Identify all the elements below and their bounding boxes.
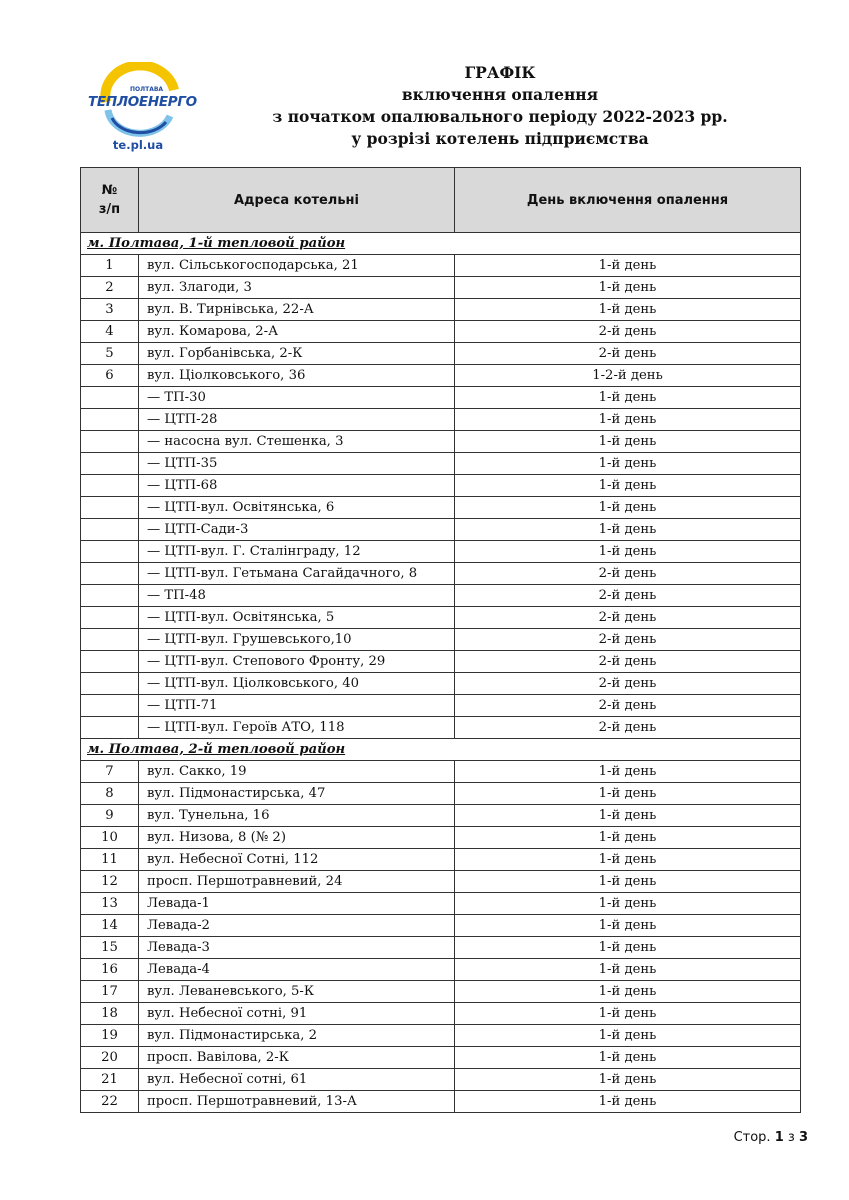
table-row [81,563,801,585]
row-day: 1-й день [455,1069,801,1091]
row-number: 22 [81,1091,139,1113]
row-number [81,673,139,695]
table-row [81,893,801,915]
row-address: — ЦТП-вул. Ціолковського, 40 [139,673,455,695]
header-num: № з/п [81,168,139,233]
row-day: 1-й день [455,827,801,849]
row-number [81,695,139,717]
table-row [81,981,801,1003]
row-address: — ЦТП-35 [139,453,455,475]
row-day: 1-й день [455,893,801,915]
row-number [81,563,139,585]
header-address: Адреса котельні [139,168,455,233]
table-row [81,761,801,783]
row-address: — ЦТП-71 [139,695,455,717]
table-row [81,387,801,409]
row-day: 2-й день [455,717,801,739]
table-row [81,321,801,343]
row-number [81,475,139,497]
row-number: 4 [81,321,139,343]
row-number [81,497,139,519]
row-day: 1-й день [455,761,801,783]
district-label: м. Полтава, 2-й тепловой район [81,739,801,761]
row-day: 1-й день [455,981,801,1003]
district-row [81,233,801,255]
row-day: 1-й день [455,849,801,871]
table-row [81,915,801,937]
table-row [81,695,801,717]
row-address: вул. Небесної сотні, 61 [139,1069,455,1091]
row-number: 1 [81,255,139,277]
row-number: 12 [81,871,139,893]
table-header-row [81,168,801,233]
row-address: вул. Горбанівська, 2-К [139,343,455,365]
row-address: вул. Ціолковського, 36 [139,365,455,387]
row-number: 6 [81,365,139,387]
row-address: вул. Тунельна, 16 [139,805,455,827]
row-number: 9 [81,805,139,827]
logo-url: te.pl.ua [112,138,164,152]
row-address: — ЦТП-68 [139,475,455,497]
row-number [81,431,139,453]
page-footer [734,1130,808,1145]
row-day: 2-й день [455,695,801,717]
row-number: 13 [81,893,139,915]
row-day: 2-й день [455,563,801,585]
row-number [81,387,139,409]
row-address: — насосна вул. Стешенка, 3 [139,431,455,453]
table-row [81,585,801,607]
table-row [81,299,801,321]
header-day: День включення опалення [455,168,801,233]
row-number [81,629,139,651]
table-row [81,629,801,651]
row-address: вул. Комарова, 2-А [139,321,455,343]
row-day: 1-й день [455,915,801,937]
row-address: вул. Низова, 8 (№ 2) [139,827,455,849]
row-number: 2 [81,277,139,299]
district-label: м. Полтава, 1-й тепловой район [81,233,801,255]
row-number: 11 [81,849,139,871]
row-address: вул. Підмонастирська, 47 [139,783,455,805]
table-row [81,871,801,893]
row-number: 18 [81,1003,139,1025]
row-number: 5 [81,343,139,365]
table-row [81,849,801,871]
row-day: 1-й день [455,1091,801,1113]
table-row [81,497,801,519]
row-address: — ЦТП-вул. Освітянська, 6 [139,497,455,519]
table-row [81,607,801,629]
table-row [81,431,801,453]
row-day: 1-й день [455,387,801,409]
row-number: 17 [81,981,139,1003]
row-address: вул. Підмонастирська, 2 [139,1025,455,1047]
table-row [81,541,801,563]
row-number [81,717,139,739]
table-row [81,343,801,365]
table-row [81,365,801,387]
row-number: 7 [81,761,139,783]
row-number [81,585,139,607]
row-number: 21 [81,1069,139,1091]
table-row [81,409,801,431]
row-address: — ЦТП-вул. Степового Фронту, 29 [139,651,455,673]
row-address: — ЦТП-28 [139,409,455,431]
logo-brand: ТЕПЛОЕНЕРГО [88,94,197,110]
logo-city: ПОЛТАВА [130,86,164,93]
row-address: Левада-4 [139,959,455,981]
row-day: 1-й день [455,1025,801,1047]
company-logo [86,62,197,158]
row-number [81,541,139,563]
footer-of: з [787,1130,795,1145]
row-number [81,651,139,673]
footer-page: 1 [774,1130,784,1145]
table-row [81,651,801,673]
row-address: — ЦТП-вул. Гетьмана Сагайдачного, 8 [139,563,455,585]
row-day: 2-й день [455,651,801,673]
row-day: 1-й день [455,431,801,453]
row-address: вул. Сакко, 19 [139,761,455,783]
row-address: Левада-3 [139,937,455,959]
table-row [81,277,801,299]
table-row [81,1025,801,1047]
row-day: 1-й день [455,453,801,475]
row-day: 1-й день [455,541,801,563]
row-address: — ТП-48 [139,585,455,607]
row-day: 1-й день [455,805,801,827]
row-day: 2-й день [455,343,801,365]
row-address: — ЦТП-вул. Грушевського,10 [139,629,455,651]
document-title [250,62,750,150]
row-number [81,409,139,431]
row-number [81,519,139,541]
row-day: 1-й день [455,299,801,321]
row-day: 1-й день [455,519,801,541]
row-address: вул. В. Тирнівська, 22-А [139,299,455,321]
district-row [81,739,801,761]
table-row [81,783,801,805]
row-address: — ЦТП-вул. Освітянська, 5 [139,607,455,629]
row-address: вул. Злагоди, 3 [139,277,455,299]
row-address: вул. Сільськогосподарська, 21 [139,255,455,277]
table-row [81,453,801,475]
title-line-1: ГРАФІК [464,63,536,82]
row-address: вул. Небесної Сотні, 112 [139,849,455,871]
table-row [81,475,801,497]
row-address: вул. Небесної сотні, 91 [139,1003,455,1025]
row-address: просп. Першотравневий, 13-А [139,1091,455,1113]
row-number: 10 [81,827,139,849]
row-number: 8 [81,783,139,805]
row-day: 1-й день [455,409,801,431]
table-row [81,1091,801,1113]
table-row [81,827,801,849]
row-number: 14 [81,915,139,937]
table-row [81,959,801,981]
row-address: Левада-2 [139,915,455,937]
row-address: Левада-1 [139,893,455,915]
row-day: 1-й день [455,783,801,805]
table-row [81,1047,801,1069]
row-day: 1-й день [455,255,801,277]
row-day: 2-й день [455,321,801,343]
row-day: 1-й день [455,475,801,497]
row-address: — ЦТП-вул. Г. Сталінграду, 12 [139,541,455,563]
row-number [81,607,139,629]
footer-prefix: Стор. [733,1130,771,1145]
footer-total: 3 [798,1130,808,1145]
row-number: 3 [81,299,139,321]
row-address: просп. Першотравневий, 24 [139,871,455,893]
title-line-2: включення опалення [401,85,599,104]
row-address: — ЦТП-вул. Героїв АТО, 118 [139,717,455,739]
row-address: — ТП-30 [139,387,455,409]
title-line-4: у розрізі котелень підприємства [351,129,649,148]
table-row [81,805,801,827]
table-row [81,673,801,695]
title-line-3: з початком опалювального періоду 2022-2023 рр. [272,107,728,126]
row-day: 1-й день [455,1003,801,1025]
row-day: 2-й день [455,585,801,607]
table-row [81,519,801,541]
row-day: 1-й день [455,497,801,519]
row-number: 16 [81,959,139,981]
row-day: 1-й день [455,871,801,893]
table-row [81,255,801,277]
row-address: — ЦТП-Сади-3 [139,519,455,541]
schedule-table [80,167,801,1113]
row-address: вул. Леваневського, 5-К [139,981,455,1003]
row-day: 1-й день [455,937,801,959]
row-number: 20 [81,1047,139,1069]
row-day: 1-2-й день [455,365,801,387]
row-day: 1-й день [455,1047,801,1069]
row-address: просп. Вавілова, 2-К [139,1047,455,1069]
row-number: 19 [81,1025,139,1047]
row-day: 2-й день [455,629,801,651]
table-row [81,1069,801,1091]
table-row [81,717,801,739]
table-row [81,1003,801,1025]
row-number [81,453,139,475]
row-day: 2-й день [455,607,801,629]
row-number: 15 [81,937,139,959]
row-day: 1-й день [455,277,801,299]
row-day: 2-й день [455,673,801,695]
row-day: 1-й день [455,959,801,981]
table-body [81,233,801,1113]
table-row [81,937,801,959]
